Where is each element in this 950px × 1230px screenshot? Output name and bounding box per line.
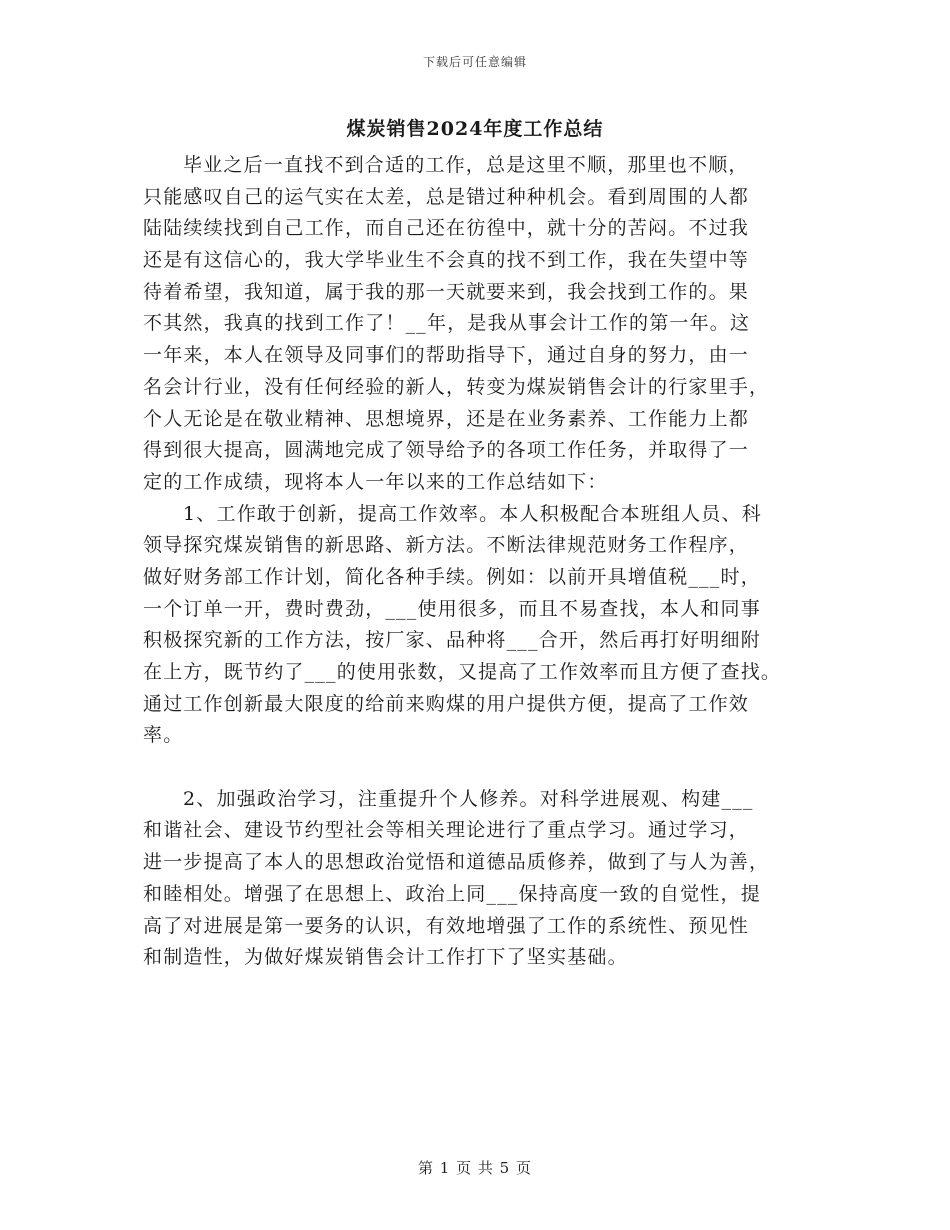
text-line: 不其然，我真的找到工作了！__年，是我从事会计工作的第一年。这 xyxy=(143,312,751,335)
text-line: 2、加强政治学习，注重提升个人修养。对科学进展观、构建___ xyxy=(183,787,754,810)
text-line: 在上方，既节约了___的使用张数，又提高了工作效率而且方便了查找。 xyxy=(143,661,782,683)
text-line: 进一步提高了本人的思想政治觉悟和道德品质修养，做到了与人为善， xyxy=(143,851,770,874)
text-line: 和制造性，为做好煤炭销售会计工作打下了坚实基础。 xyxy=(143,946,628,969)
text-line: 一年来，本人在领导及同事们的帮助指导下，通过自身的努力，由一 xyxy=(143,344,750,367)
text-line: 定的工作成绩，现将本人一年以来的工作总结如下： xyxy=(143,470,608,493)
text-line: 待着希望，我知道，属于我的那一天就要来到，我会找到工作的。果 xyxy=(143,280,750,303)
text-line: 和谐社会、建设节约型社会等相关理论进行了重点学习。通过学习， xyxy=(143,819,750,842)
text-line: 陆陆续续找到自己工作，而自己还在彷徨中，就十分的苦闷。不过我 xyxy=(143,217,750,240)
paragraph-gap xyxy=(143,752,823,784)
text-line: 率。 xyxy=(143,724,184,747)
text-line: 个人无论是在敬业精神、思想境界，还是在业务素养、工作能力上都 xyxy=(143,407,750,430)
document-body xyxy=(143,150,823,974)
text-line: 高了对进展是第一要务的认识，有效地增强了工作的系统性、预见性 xyxy=(143,914,750,937)
text-line: 毕业之后一直找不到合适的工作，总是这里不顺，那里也不顺， xyxy=(183,154,749,176)
text-line: 领导探究煤炭销售的新思路、新方法。不断法律规范财务工作程序， xyxy=(143,534,750,557)
text-line: 做好财务部工作计划，简化各种手续。例如：以前开具增值税___时， xyxy=(143,565,761,588)
text-line: 通过工作创新最大限度的给前来购煤的用户提供方便，提高了工作效 xyxy=(143,692,750,715)
text-line: 1、工作敢于创新，提高工作效率。本人积极配合本班组人员、科 xyxy=(183,502,762,525)
text-line: 还是有这信心的，我大学毕业生不会真的找不到工作，我在失望中等 xyxy=(143,249,750,272)
page-footer: 第 1 页 共 5 页 xyxy=(418,1159,532,1177)
text-line: 积极探究新的工作方法，按厂家、品种将___合开，然后再打好明细附 xyxy=(143,629,761,652)
text-line: 得到很大提高，圆满地完成了领导给予的各项工作任务，并取得了一 xyxy=(143,439,750,462)
text-line: 名会计行业，没有任何经验的新人，转变为煤炭销售会计的行家里手， xyxy=(143,375,770,398)
document-title: 煤炭销售2024年度工作总结 xyxy=(346,118,604,140)
header-note: 下载后可任意编辑 xyxy=(422,55,527,69)
text-line: 只能感叹自己的运气实在太差，总是错过种种机会。看到周围的人都 xyxy=(143,185,750,208)
text-line: 一个订单一开，费时费劲，___使用很多，而且不易查找，本人和同事 xyxy=(143,597,761,620)
text-line: 和睦相处。增强了在思想上、政治上同___保持高度一致的自觉性，提 xyxy=(143,882,761,905)
